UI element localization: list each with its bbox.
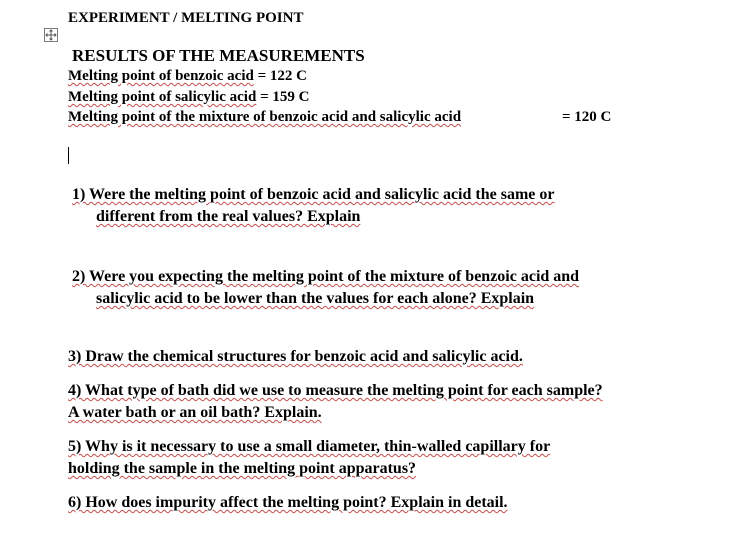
measurement-value: = 159 C [260, 89, 310, 105]
measurement-label: Melting point of the mixture of benzoic acid and salicylic acid [68, 109, 462, 125]
question-line: 1) Were the melting point of benzoic acid and salicylic acid the same or [72, 186, 555, 203]
question-6 [68, 492, 508, 513]
measurement-line-salicylic [68, 87, 309, 107]
question-line: 3) Draw the chemical structures for benzoic acid and salicylic acid. [68, 348, 523, 365]
question-line: 2) Were you expecting the melting point of the mixture of benzoic acid and [72, 268, 580, 285]
document-title: EXPERIMENT / MELTING POINT [68, 10, 304, 26]
question-1 [72, 184, 554, 205]
results-heading: RESULTS OF THE MEASUREMENTS [72, 46, 365, 65]
question-3 [68, 346, 523, 367]
question-1-cont [96, 206, 360, 227]
move-arrows-icon[interactable] [44, 28, 58, 42]
question-line: salicylic acid to be lower than the values for each alone? Explain [96, 290, 535, 307]
question-line: 5) Why is it necessary to use a small diameter, thin-walled capillary for [68, 438, 551, 455]
measurement-value: = 122 C [257, 68, 307, 84]
question-line: different from the real values? Explain [96, 208, 361, 225]
text-cursor [68, 147, 69, 164]
measurement-label: Melting point of benzoic acid [68, 68, 254, 84]
measurement-line-mixture [68, 107, 461, 127]
question-5-cont [68, 458, 416, 479]
question-line: 4) What type of bath did we use to measure the melting point for each sample? [68, 382, 603, 399]
question-line: A water bath or an oil bath? Explain. [68, 404, 322, 421]
question-4 [68, 380, 603, 401]
measurement-label: Melting point of salicylic acid [68, 89, 257, 105]
question-line: 6) How does impurity affect the melting point? Explain in detail. [68, 494, 508, 511]
question-2-cont [96, 288, 534, 309]
question-2 [72, 266, 579, 287]
question-4-cont [68, 402, 322, 423]
question-5 [68, 436, 550, 457]
measurement-line-benzoic [68, 66, 307, 86]
measurement-value-mixture: = 120 C [562, 109, 612, 125]
question-line: holding the sample in the melting point apparatus? [68, 460, 417, 477]
